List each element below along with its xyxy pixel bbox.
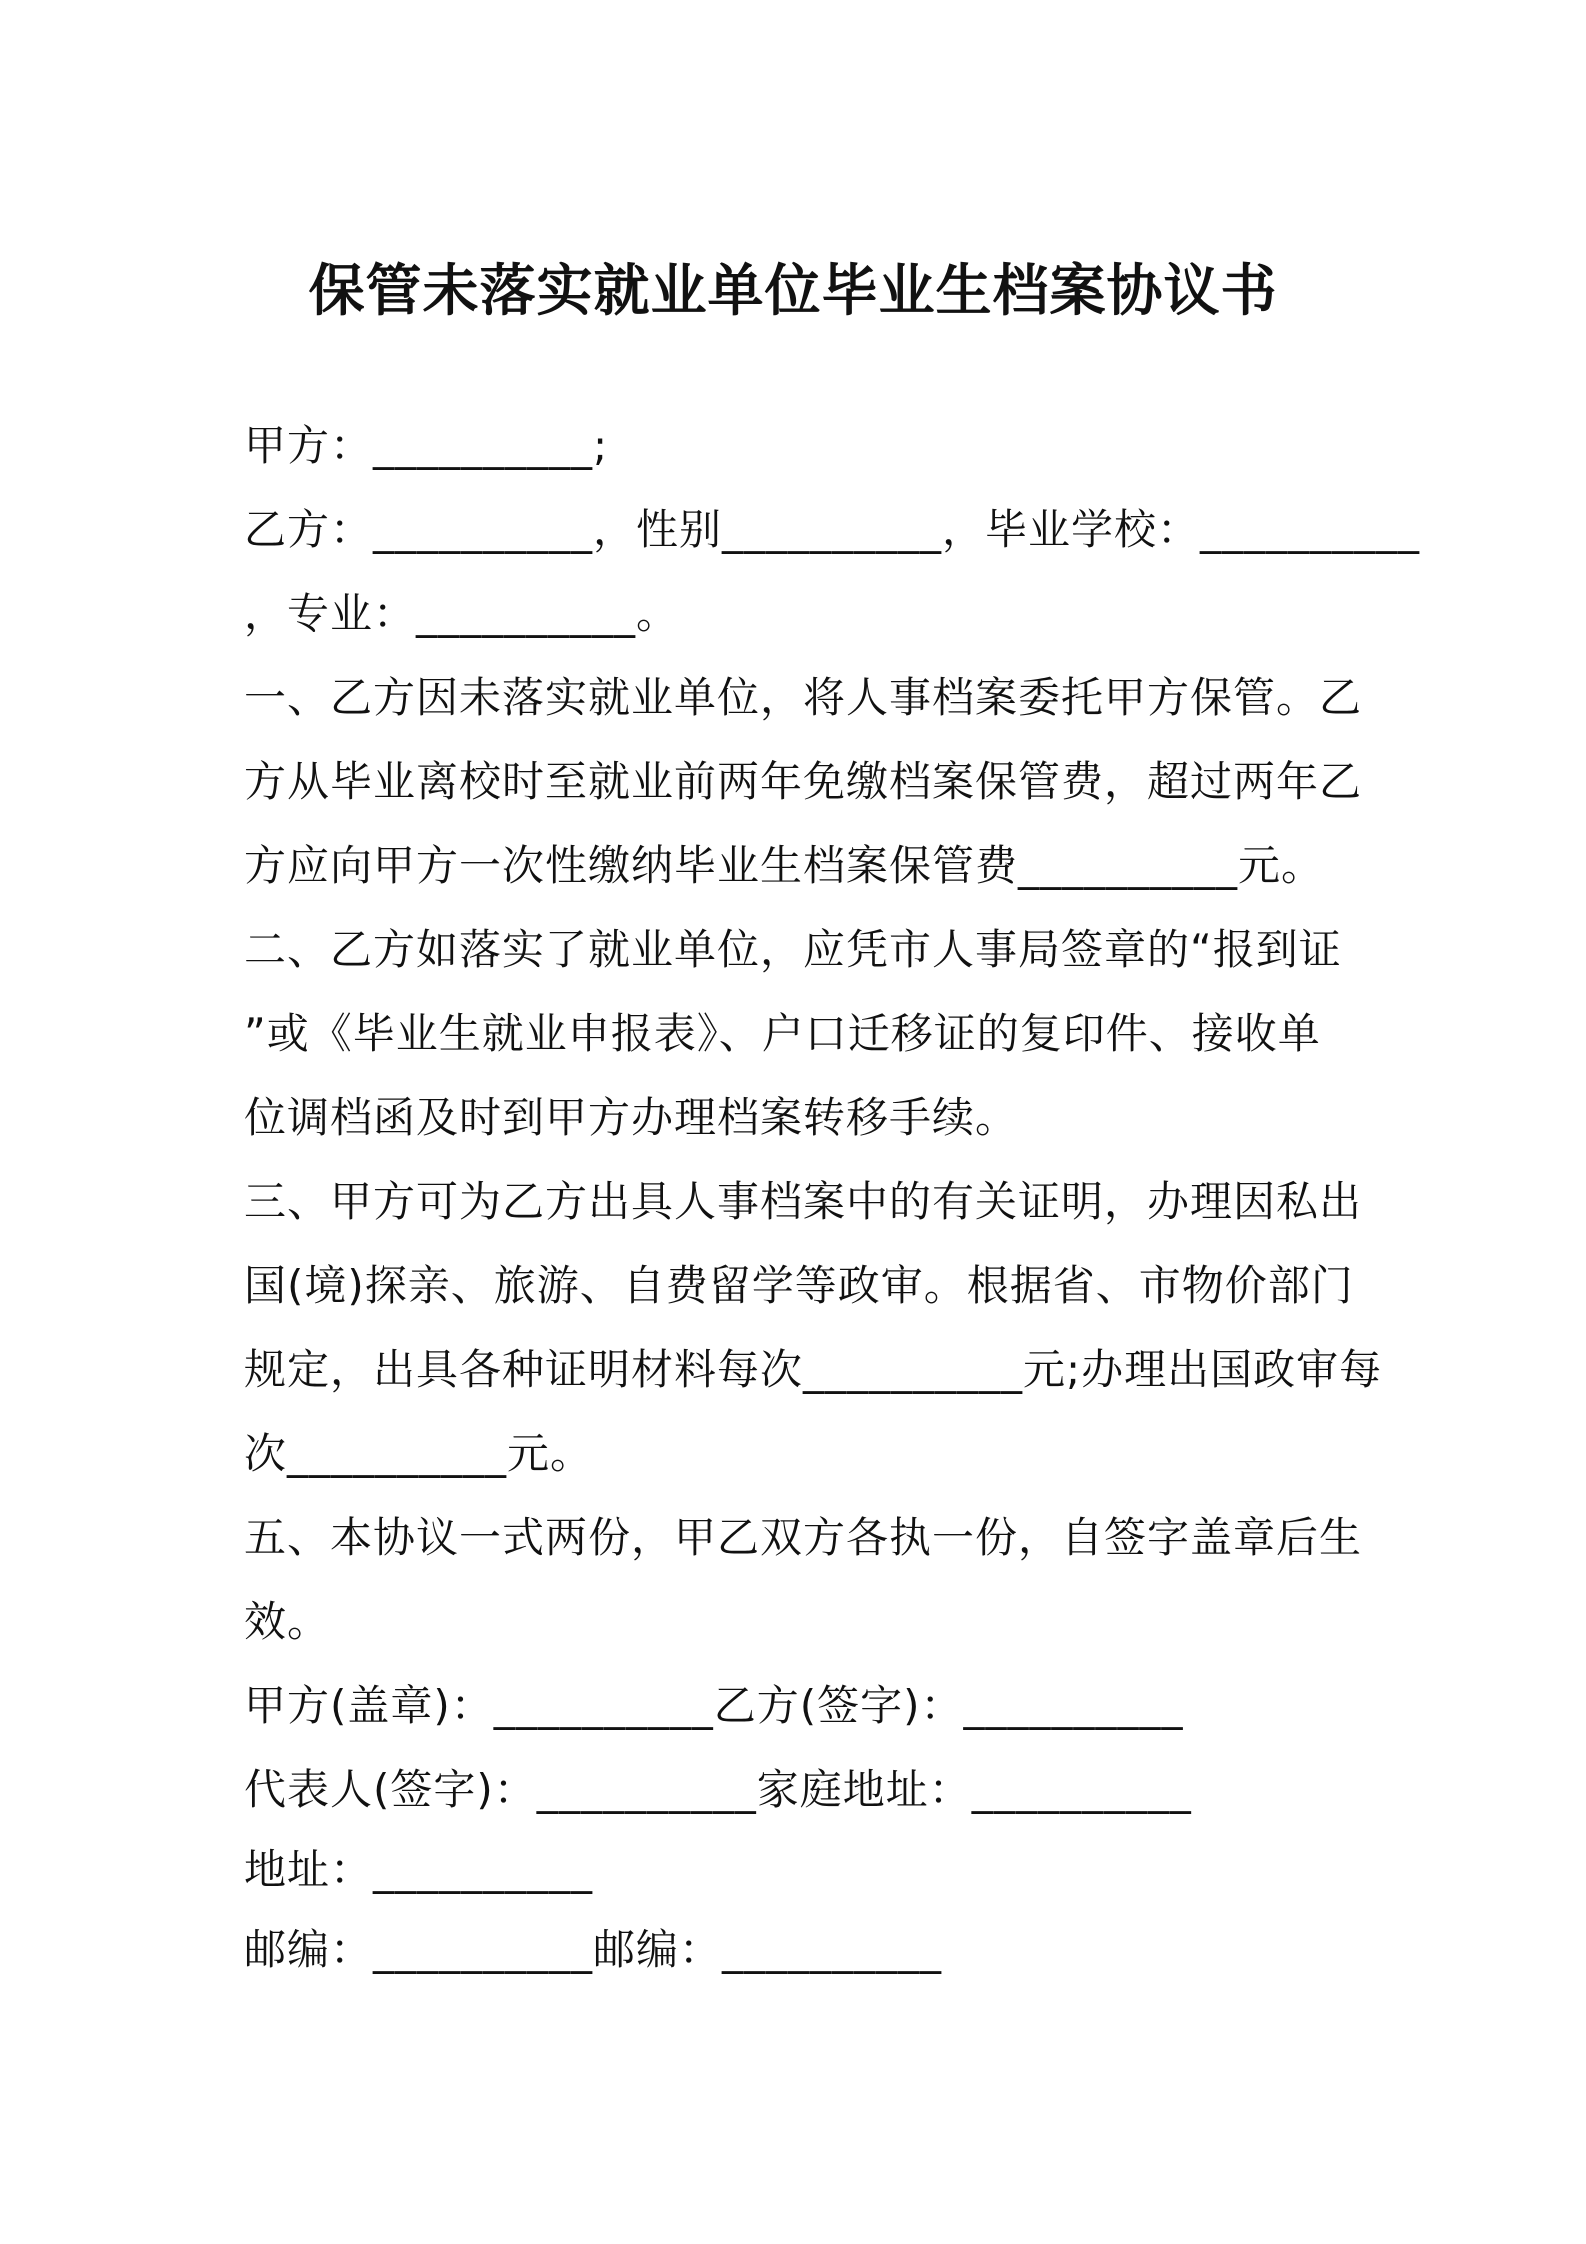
clause-2-line-3: 位调档函及时到甲方办理档案转移手续。 [244,1093,1019,1142]
clause-3-line-1: 三、甲方可为乙方出具人事档案中的有关证明，办理因私出 [244,1177,1363,1226]
clause-5-line-2: 效。 [244,1597,331,1646]
clause-2-line-1: 二、乙方如落实了就业单位，应凭市人事局签章的“报到证 [244,925,1342,974]
signature-line-3: 地址：__________ [244,1845,594,1894]
party-a-line: 甲方：__________; [244,421,609,470]
clause-1-line-1: 一、乙方因未落实就业单位，将人事档案委托甲方保管。乙 [244,673,1363,722]
signature-block [244,1664,1356,1992]
clause-3-line-2: 国(境)探亲、旅游、自费留学等政审。根据省、市物价部门 [244,1261,1354,1310]
party-b-major-line: ，专业：__________。 [244,589,680,638]
signature-line-4: 邮编：__________邮编：__________ [244,1925,943,1974]
clause-1-line-2: 方从毕业离校时至就业前两年免缴档案保管费，超过两年乙 [244,757,1363,806]
clause-3-line-3: 规定，出具各种证明材料每次__________元;办理出国政审每 [244,1345,1383,1394]
party-b-line: 乙方：__________，性别__________，毕业学校：__________ [244,505,1421,554]
clause-3-line-4: 次__________元。 [244,1429,594,1478]
signature-line-1: 甲方(盖章)：__________乙方(签字)：__________ [244,1681,1184,1730]
clause-2-line-2: ”或《毕业生就业申报表》、户口迁移证的复印件、接收单 [244,1009,1321,1058]
document-title: 保管未落实就业单位毕业生档案协议书 [308,259,1278,324]
document-body [244,404,1421,1664]
signature-line-2: 代表人(签字)：__________家庭地址：__________ [244,1765,1192,1814]
clause-1-line-3: 方应向甲方一次性缴纳毕业生档案保管费__________元。 [244,841,1325,890]
clause-5-line-1: 五、本协议一式两份，甲乙双方各执一份，自签字盖章后生 [244,1513,1363,1562]
